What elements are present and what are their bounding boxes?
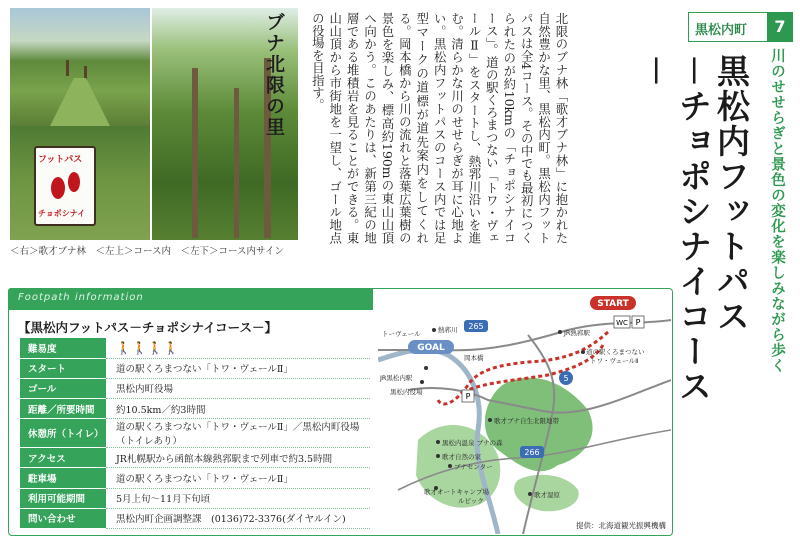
info-key: 問い合わせ [20,508,106,528]
info-value: 道の駅くろまつない「トワ・ヴェールⅡ」 [106,358,370,378]
difficulty-value [106,338,370,358]
info-key: ゴール [20,378,106,398]
photo-caption: ＜右＞歌才ブナ林 ＜左上＞コース内 ＜左下＞コース内サイン [10,246,284,257]
sign-text-bottom: チョポシナイ [38,209,86,218]
map-label-jr-neppu: JR熱郛駅 [564,329,590,337]
info-value: JR札幌駅から函館本線熱郛駅まで列車で約3.5時間 [106,448,370,468]
course-sign-photo [10,126,150,240]
footprint-icon [46,168,86,204]
toilet-label: WC [616,319,628,327]
info-key: 距離／所要時間 [20,399,106,419]
info-row [20,488,370,508]
map-label-buna-zone: 歌才ブナ自生北限地帯 [494,417,559,425]
map-label-neppu-river: 熱郛川 [438,326,458,334]
parking-label-2: P [465,392,471,401]
map-label-camp2: ルピック [458,497,484,505]
map-label-jr-kuromatsunai: JR黒松内駅 [380,374,413,382]
info-bar-label: Footpath information [18,292,144,303]
info-value: 道の駅くろまつない「トワ・ヴェールⅡ」／黒松内町役場（トイレあり） [106,419,370,448]
info-key: 難易度 [20,338,106,358]
info-value: 約10.5km／約3時間 [106,399,370,419]
course-title: 【黒松内フットパス－チョポシナイコース－】 [18,320,278,335]
info-row [20,378,370,398]
map-label-okamoto: 岡本橋 [464,354,484,362]
map-credit: 提供：北海道観光振興機構 [576,521,666,530]
info-row [20,399,370,419]
map-label-michinoeki: 道の駅くろまつない [586,348,645,356]
info-row [20,358,370,378]
map-label-utasai-marsh: 歌才湿原 [534,491,560,499]
footpath-sign [34,146,96,226]
difficulty-walker-icon-filled: 🚶 [116,340,131,355]
map-label-michinoeki2: トワ・ヴェールⅡ [590,357,639,365]
catchphrase: 川のせせらぎと景色の変化を楽しみながら歩く [769,48,785,374]
course-map [378,290,671,534]
difficulty-walker-icon-filled: 🚶 [131,340,147,355]
article-body: 北限のブナ林「歌才ブナ林」に抱かれた自然豊かな里、黒松内町。黒松内フットパスは全4コース。その中でも最初につくられたのが約10kmの「チョポシナイコース」。道の駅くろまつない「トワ・ヴェールⅡ」をスタートし、熱郛川沿いを進む。清らかな川のせせらぎが耳に心地よい。黒松内フットパスのコース内では足型マークの道標が道先案内をしてくれる。岡本橋から川の流れと落葉広葉樹の景色を楽しみ、標高約190mの東山山頂へ向かう。このあたりは、新第三紀の地層である堆積岩を見ることができる。東山山頂から市街地を一望し、ゴール地点の役場を目指す。 [310,12,569,244]
map-label-yakuba: 黒松内役場 [390,388,423,396]
difficulty-walker-icon-empty: 🚶 [147,340,163,355]
info-table [20,338,370,529]
map-label-camp: 歌才オートキャンプ場 [424,488,489,496]
map-label-buna-center: ブナセンター [454,463,493,471]
goal-label: GOAL [417,343,445,353]
article-heading: ブナ北限の里 [263,12,285,138]
info-value: 黒松内町役場 [106,378,370,398]
info-key: アクセス [20,448,106,468]
info-key: 駐車場 [20,468,106,488]
info-row [20,508,370,528]
info-row [20,338,370,358]
difficulty-walker-icon-empty: 🚶 [163,340,179,355]
info-row [20,419,370,448]
course-photo [10,8,150,126]
map-label-onsen: 黒松内温泉 ブナの森 [442,439,503,447]
info-row [20,448,370,468]
info-value: 道の駅くろまつない「トワ・ヴェールⅡ」 [106,468,370,488]
info-bar [8,288,373,310]
sign-text-top: フットパス [38,155,83,165]
map-label-tokkyu: トーヴェール [382,330,421,338]
route-265-label: 265 [468,322,484,331]
info-key: 休憩所（トイレ） [20,419,106,448]
map-label-utasai-shizen: 歌才自然の家 [442,453,481,461]
course-number: 7 [767,12,793,42]
area-name: 黒松内町 [695,23,748,38]
start-label: START [597,299,629,309]
title-line-2: －チョポシナイコース－ [636,54,713,404]
parking-label: P [635,318,641,327]
route-266-label: 266 [524,448,540,457]
info-key: スタート [20,358,106,378]
info-key: 利用可能期間 [20,488,106,508]
info-value: 黒松内町企画調整課 (0136)72-3376(ダイヤルイン) [106,508,370,528]
route-5-label: 5 [563,374,569,383]
info-row [20,468,370,488]
info-value: 5月上旬～11月下旬頃 [106,488,370,508]
area-tag [688,12,768,42]
title-line-1: 黒松内フットパス [712,54,751,334]
